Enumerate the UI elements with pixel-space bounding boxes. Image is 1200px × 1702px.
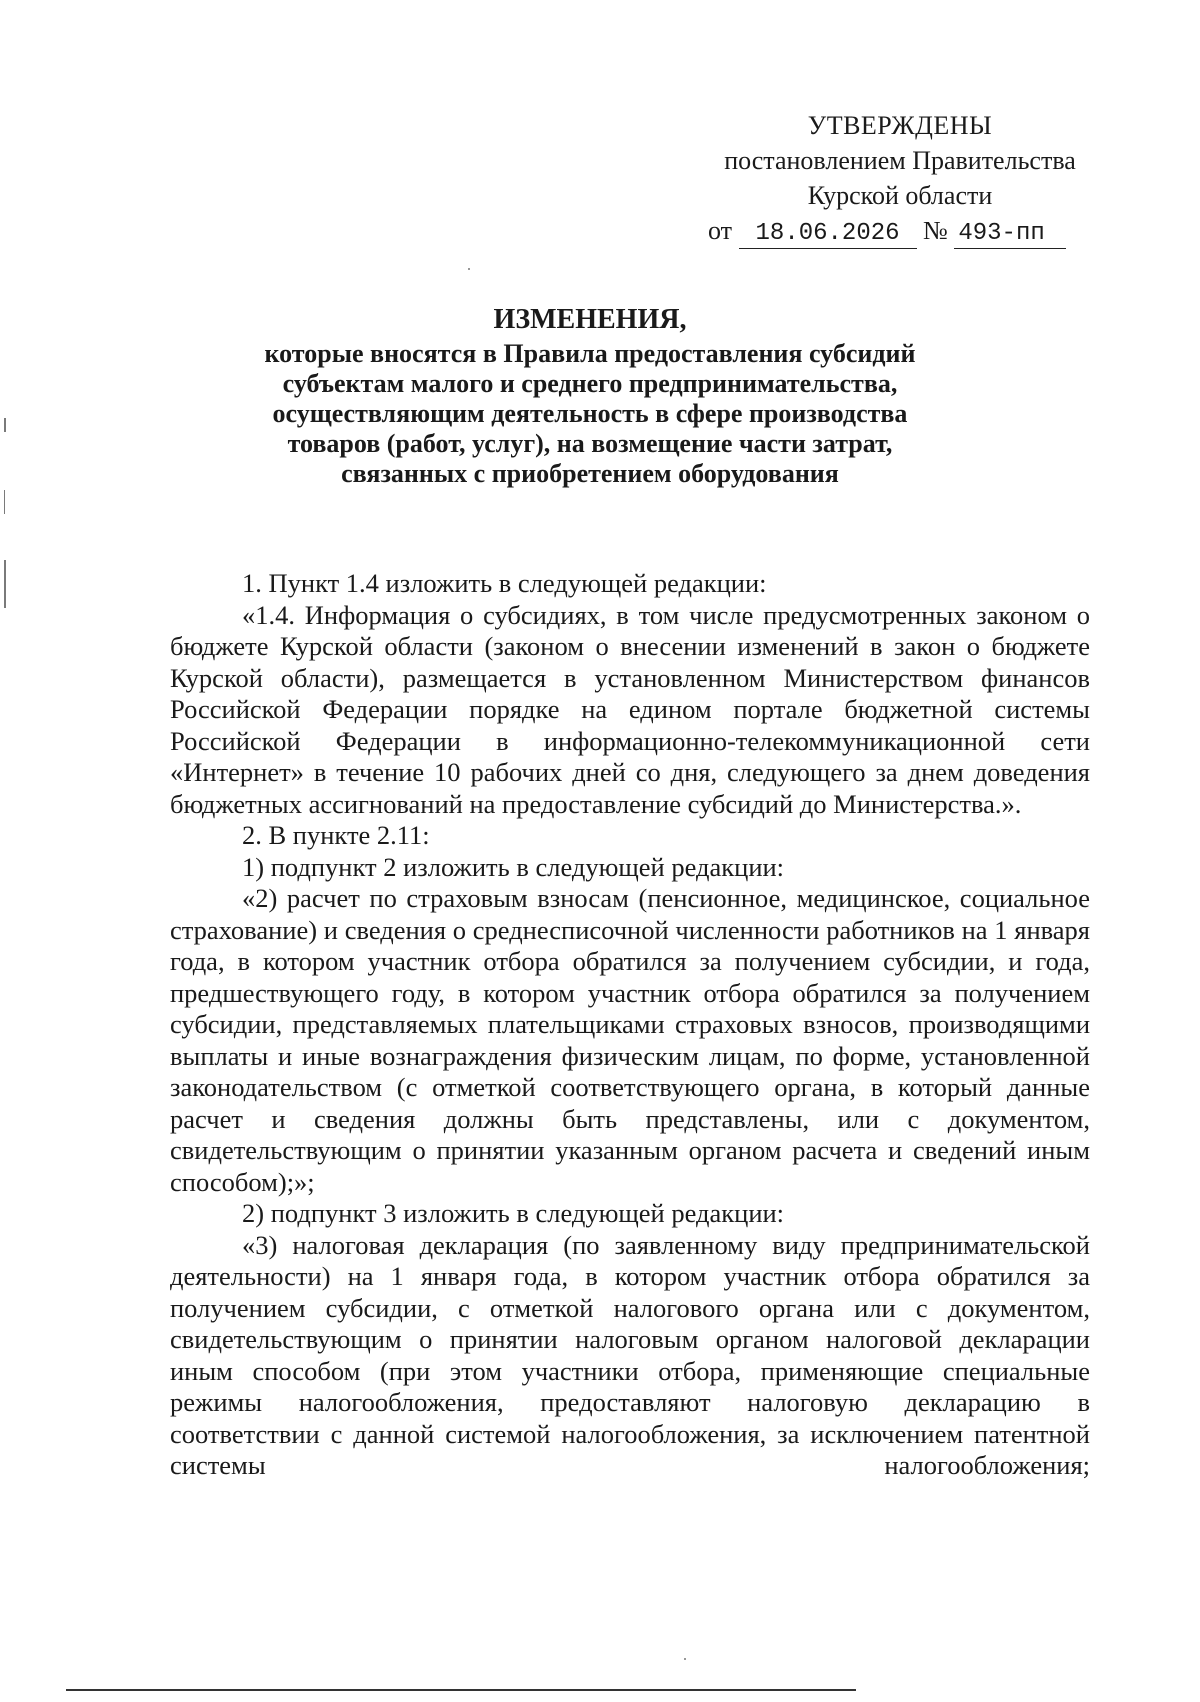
paragraph-subitem-2: 2) подпункт 3 изложить в следующей редакции: — [242, 1198, 785, 1228]
scan-margin-mark — [4, 560, 6, 608]
scan-margin-mark — [4, 490, 5, 514]
document-subtitle-line: осуществляющим деятельность в сфере производства — [272, 399, 908, 428]
document-subtitle-line: которые вносятся в Правила предоставления субсидий — [264, 339, 916, 368]
scan-margin-mark — [4, 418, 6, 432]
paragraph-item-2: 2. В пункте 2.11: — [242, 820, 430, 850]
bottom-edge-line — [66, 1689, 856, 1691]
approval-line-1: постановлением Правительства — [724, 146, 1076, 175]
document-body — [170, 568, 1090, 1482]
scan-speck — [684, 1658, 686, 1660]
approval-date: 18.06.2026 — [739, 220, 917, 249]
paragraph-subitem-1: 1) подпункт 2 изложить в следующей редакции: — [242, 851, 785, 882]
paragraph-item-1: 1. Пункт 1.4 изложить в следующей редакции: — [242, 568, 767, 598]
paragraph-subitem-2-text: «2) расчет по страховым взносам (пенсионное, медицинское, социальное страхование) и сведения о среднесписочной численности работников на 1 января года, в котором участник отбора обратился за получением субсидии, и года, предшествующего году, в котором участник отбора обратился за получением субсидии, представляемых плательщиками страховых взносов, производящими выплаты и иные вознаграждения физическим лицам, по форме, установленной законодательством (с отметкой соответствующего органа, в который данные расчет и сведения должны быть представлены, или с документом, свидетельствующим о принятии указанным органом расчета и сведений иным способом);»; — [170, 883, 1090, 1197]
number-prefix: № — [923, 216, 948, 245]
document-subtitle-line: связанных с приобретением оборудования — [341, 459, 839, 488]
document-title: ИЗМЕНЕНИЯ, — [493, 304, 687, 335]
approval-date-line — [700, 213, 1100, 249]
document-heading — [150, 305, 1030, 489]
paragraph-item-1-4: «1.4. Информация о субсидиях, в том числе предусмотренных законом о бюджете Курской области (законом о внесении изменений в закон о бюджете Курской области), размещается в установленном Министерством финансов Российской Федерации порядке на едином портале бюджетной системы Российской Федерации в информационно-телекоммуникационной сети «Интернет» в течение 10 рабочих дней со дня, следующего за днем доведения бюджетных ассигнований на предоставление субсидий до Министерства.». — [170, 599, 1090, 819]
date-prefix: от — [708, 216, 733, 245]
approval-line-2: Курской области — [807, 181, 993, 210]
paragraph-subitem-3-text: «3) налоговая декларация (по заявленному виду предпринимательской деятельности) на 1 января года, в котором участник отбора обратился за получением субсидии, с отметкой налогового органа или с документом, свидетельствующим о принятии налоговым органом налоговой декларации иным способом (при этом участники отбора, применяющие специальные режимы налогообложения, предоставляют налоговую декларацию в соответствии с данной системой налогообложения, за исключением патентной системы налогообложения; — [170, 1229, 1090, 1480]
scan-speck — [468, 268, 470, 270]
document-subtitle-line: товаров (работ, услуг), на возмещение части затрат, — [287, 429, 893, 458]
approval-block — [700, 108, 1100, 249]
document-subtitle-line: субъектам малого и среднего предпринимательства, — [282, 369, 898, 398]
approval-title: УТВЕРЖДЕНЫ — [807, 111, 993, 140]
approval-number: 493-пп — [954, 220, 1066, 249]
